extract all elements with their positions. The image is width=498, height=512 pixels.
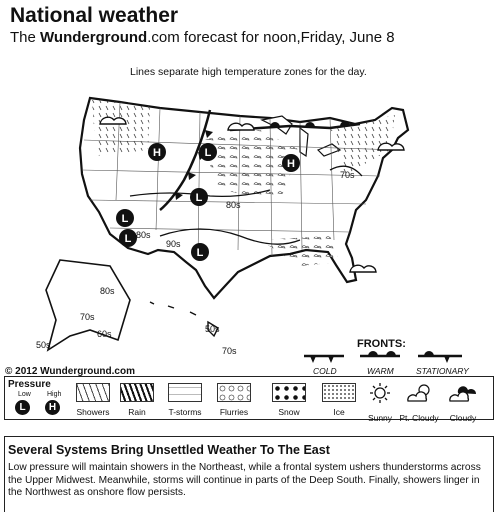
legend-tstorms <box>165 383 205 417</box>
story-headline: Several Systems Bring Unsettled Weather To The East <box>8 443 330 457</box>
fronts-title: FRONTS: <box>357 338 406 350</box>
temp-label-southwest-80: 80s <box>136 230 151 240</box>
weather-map <box>0 80 498 375</box>
page-title: National weather <box>10 4 179 27</box>
sunny-icon <box>363 383 397 403</box>
temp-label-alaska-60: 60s <box>97 329 112 339</box>
warm-front-icon <box>360 351 400 356</box>
story-body: Low pressure will maintain showers in the Northeast, while a frontal system ushers thunderstorms across the Upper Midwest. Meanwhile, storms will continue in parts of the Deep South. Finally, showers linger in the Northwest as onshore flow persists. <box>8 462 481 498</box>
cold-front-label: COLD <box>313 366 337 376</box>
cold-front-icon <box>304 356 344 363</box>
stationary-front-icon <box>418 351 462 363</box>
pressure-center-label: L <box>196 247 204 259</box>
legend-label: Rain <box>128 407 146 417</box>
partly-cloudy-icon <box>402 383 436 403</box>
snow-icon <box>272 383 306 402</box>
legend-label: Ice <box>333 407 345 417</box>
temp-label-alaska-70: 70s <box>80 312 95 322</box>
legend-label: Flurries <box>219 407 249 417</box>
legend-rain <box>117 383 157 417</box>
high-pressure-icon: H <box>45 400 60 415</box>
tstorms-icon <box>168 383 202 402</box>
pressure-center-label: L <box>204 147 212 159</box>
precip-legend <box>73 380 493 423</box>
legend-label: Pt. Cloudy <box>399 413 439 423</box>
pressure-center-h-northwest <box>148 143 166 161</box>
subtitle-rest: .com forecast for noon,Friday, June 8 <box>147 29 395 46</box>
temp-label-alaska-80: 80s <box>100 286 115 296</box>
pressure-center-l-plains <box>199 143 217 161</box>
map-note: Lines separate high temperature zones for the day. <box>130 66 367 78</box>
pressure-center-h-northeast <box>282 154 300 172</box>
pressure-center-label: L <box>121 213 129 225</box>
temp-label-northeast: 70s <box>340 170 355 180</box>
temp-label-hawaii-70: 70s <box>222 346 237 356</box>
subtitle-prefix: The <box>10 29 41 46</box>
legend-label: Showers <box>76 407 110 417</box>
legend-pt-cloudy <box>399 383 439 423</box>
pressure-center-l-southwest <box>116 209 134 227</box>
legend-flurries <box>214 383 254 417</box>
pressure-center-label: H <box>287 158 295 170</box>
rain-icon <box>120 383 154 402</box>
temp-label-plains: 80s <box>226 200 241 210</box>
legend-label: T-storms <box>168 407 202 417</box>
legend-snow <box>269 383 309 417</box>
pressure-center-l-california <box>119 229 137 247</box>
legend-label: Sunny <box>367 413 393 423</box>
legend-showers <box>73 383 113 417</box>
low-pressure-icon: L <box>15 400 30 415</box>
legend-label: Snow <box>278 407 300 417</box>
page-subtitle <box>10 29 395 46</box>
northwest-showers <box>92 100 150 156</box>
showers-icon <box>76 383 110 402</box>
temp-label-south: 90s <box>166 239 181 249</box>
legend-label: Cloudy <box>449 413 477 423</box>
pressure-center-label: L <box>124 233 132 245</box>
legend-cloudy <box>443 383 483 423</box>
stationary-front-label: STATIONARY <box>416 366 469 376</box>
subtitle-brand: Wunderground <box>40 29 148 46</box>
ice-icon <box>322 383 356 402</box>
legend-ice <box>319 383 359 417</box>
temp-label-alaska-50: 50s <box>36 340 51 350</box>
pressure-center-label: H <box>153 147 161 159</box>
copyright: © 2012 Wunderground.com <box>5 366 135 377</box>
alaska <box>46 260 130 350</box>
pressure-low-label: Low <box>18 391 31 398</box>
cloudy-icon <box>446 383 480 403</box>
pressure-title: Pressure <box>8 379 51 390</box>
pressure-high-label: High <box>47 391 62 398</box>
warm-front-label: WARM <box>367 366 394 376</box>
pressure-center-l-rockies <box>190 188 208 206</box>
flurries-icon <box>217 383 251 402</box>
fronts-symbols <box>296 350 466 366</box>
pressure-center-l-south <box>191 243 209 261</box>
legend-sunny <box>360 383 400 423</box>
temp-label-hawaii-80: 50s <box>205 324 220 334</box>
pressure-center-label: L <box>195 192 203 204</box>
